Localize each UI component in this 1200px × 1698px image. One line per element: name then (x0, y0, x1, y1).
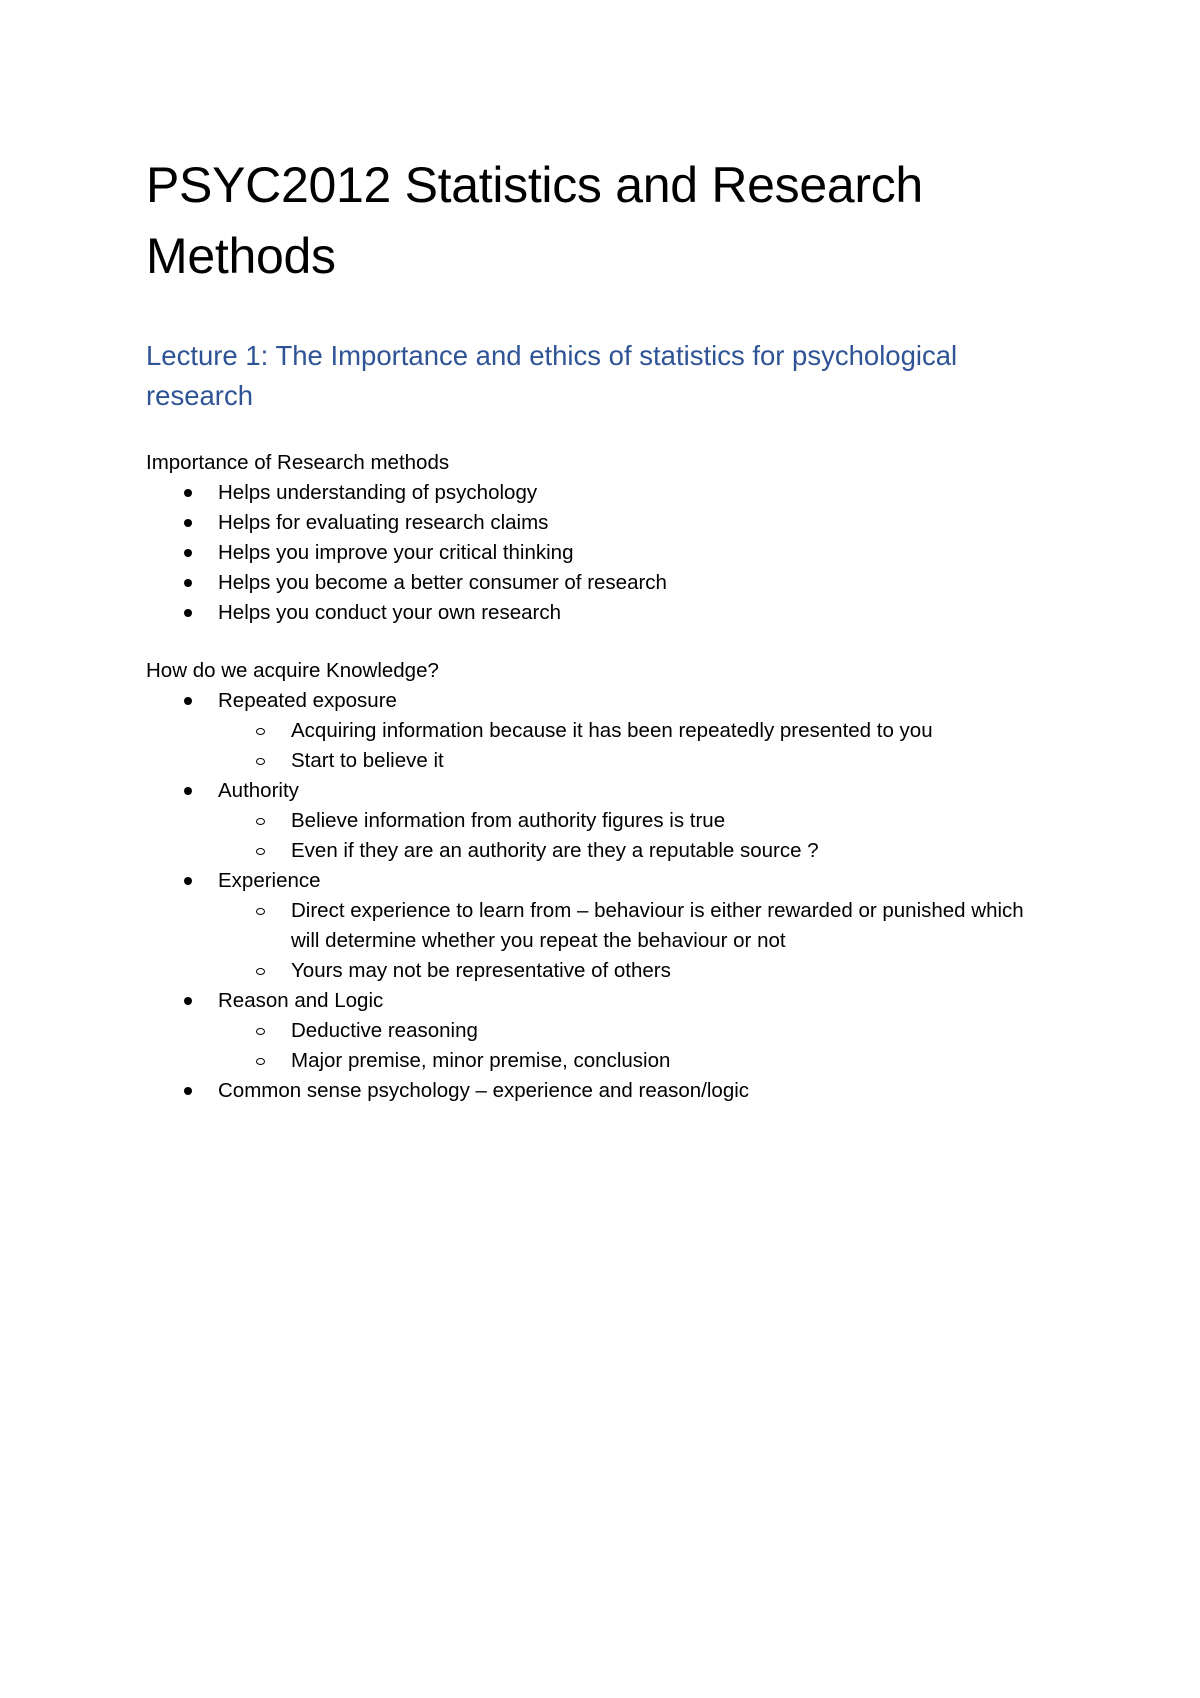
circle-bullet-icon (256, 818, 265, 825)
section-label-knowledge: How do we acquire Knowledge? (146, 659, 439, 682)
list-item-text: Helps you improve your critical thinking (218, 541, 574, 564)
sub-item-text: Deductive reasoning (291, 1019, 478, 1042)
bullet-icon (184, 489, 192, 497)
section-label-importance: Importance of Research methods (146, 451, 450, 474)
circle-bullet-icon (256, 968, 265, 975)
list-item-text: Repeated exposure (218, 689, 397, 712)
list-item-text: Helps you conduct your own research (218, 601, 561, 624)
sub-list-item (218, 956, 1046, 986)
sub-item-text: Direct experience to learn from – behaviour is either rewarded or punished which will determine whether you repeat the behaviour or not (291, 899, 1024, 952)
sub-list (218, 716, 1046, 776)
bullet-icon (184, 519, 192, 527)
list-item (146, 598, 1046, 628)
circle-bullet-icon (256, 728, 265, 735)
sub-item-text: Start to believe it (291, 749, 444, 772)
sub-item-text: Yours may not be representative of others (291, 959, 671, 982)
bullet-icon (184, 877, 192, 885)
knowledge-list (146, 686, 1046, 1106)
sub-list-item (218, 716, 1046, 746)
list-item (146, 986, 1046, 1076)
bullet-icon (184, 997, 192, 1005)
sub-list-item (218, 896, 1046, 956)
sub-list (218, 806, 1046, 866)
lecture-heading: Lecture 1: The Importance and ethics of statistics for psychological research (146, 340, 958, 411)
list-item (146, 568, 1046, 598)
sub-list-item (218, 746, 1046, 776)
list-item-text: Authority (218, 779, 299, 802)
bullet-icon (184, 1087, 192, 1095)
list-item (146, 478, 1046, 508)
sub-list (218, 1016, 1046, 1076)
bullet-icon (184, 549, 192, 557)
circle-bullet-icon (256, 1058, 265, 1065)
sub-item-text: Even if they are an authority are they a reputable source ? (291, 839, 819, 862)
bullet-icon (184, 579, 192, 587)
bullet-icon (184, 787, 192, 795)
list-item (146, 508, 1046, 538)
sub-list-item (218, 806, 1046, 836)
circle-bullet-icon (256, 1028, 265, 1035)
list-item-text: Helps for evaluating research claims (218, 511, 549, 534)
importance-list (146, 478, 1046, 628)
circle-bullet-icon (256, 908, 265, 915)
document-title: PSYC2012 Statistics and Research Methods (146, 157, 923, 284)
list-item (146, 686, 1046, 776)
list-item-text: Helps you become a better consumer of research (218, 571, 667, 594)
bullet-icon (184, 697, 192, 705)
list-item (146, 1076, 1046, 1106)
list-item (146, 776, 1046, 866)
sub-list-item (218, 1046, 1046, 1076)
sub-list-item (218, 836, 1046, 866)
sub-item-text: Acquiring information because it has been repeatedly presented to you (291, 719, 933, 742)
sub-item-text: Major premise, minor premise, conclusion (291, 1049, 671, 1072)
list-item-text: Common sense psychology – experience and reason/logic (218, 1079, 750, 1102)
list-item-text: Reason and Logic (218, 989, 384, 1012)
bullet-icon (184, 609, 192, 617)
list-item-text: Experience (218, 869, 321, 892)
list-item (146, 866, 1046, 986)
sub-list-item (218, 1016, 1046, 1046)
circle-bullet-icon (256, 758, 265, 765)
circle-bullet-icon (256, 848, 265, 855)
sub-item-text: Believe information from authority figures is true (291, 809, 726, 832)
sub-list (218, 896, 1046, 986)
list-item (146, 538, 1046, 568)
list-item-text: Helps understanding of psychology (218, 481, 538, 504)
